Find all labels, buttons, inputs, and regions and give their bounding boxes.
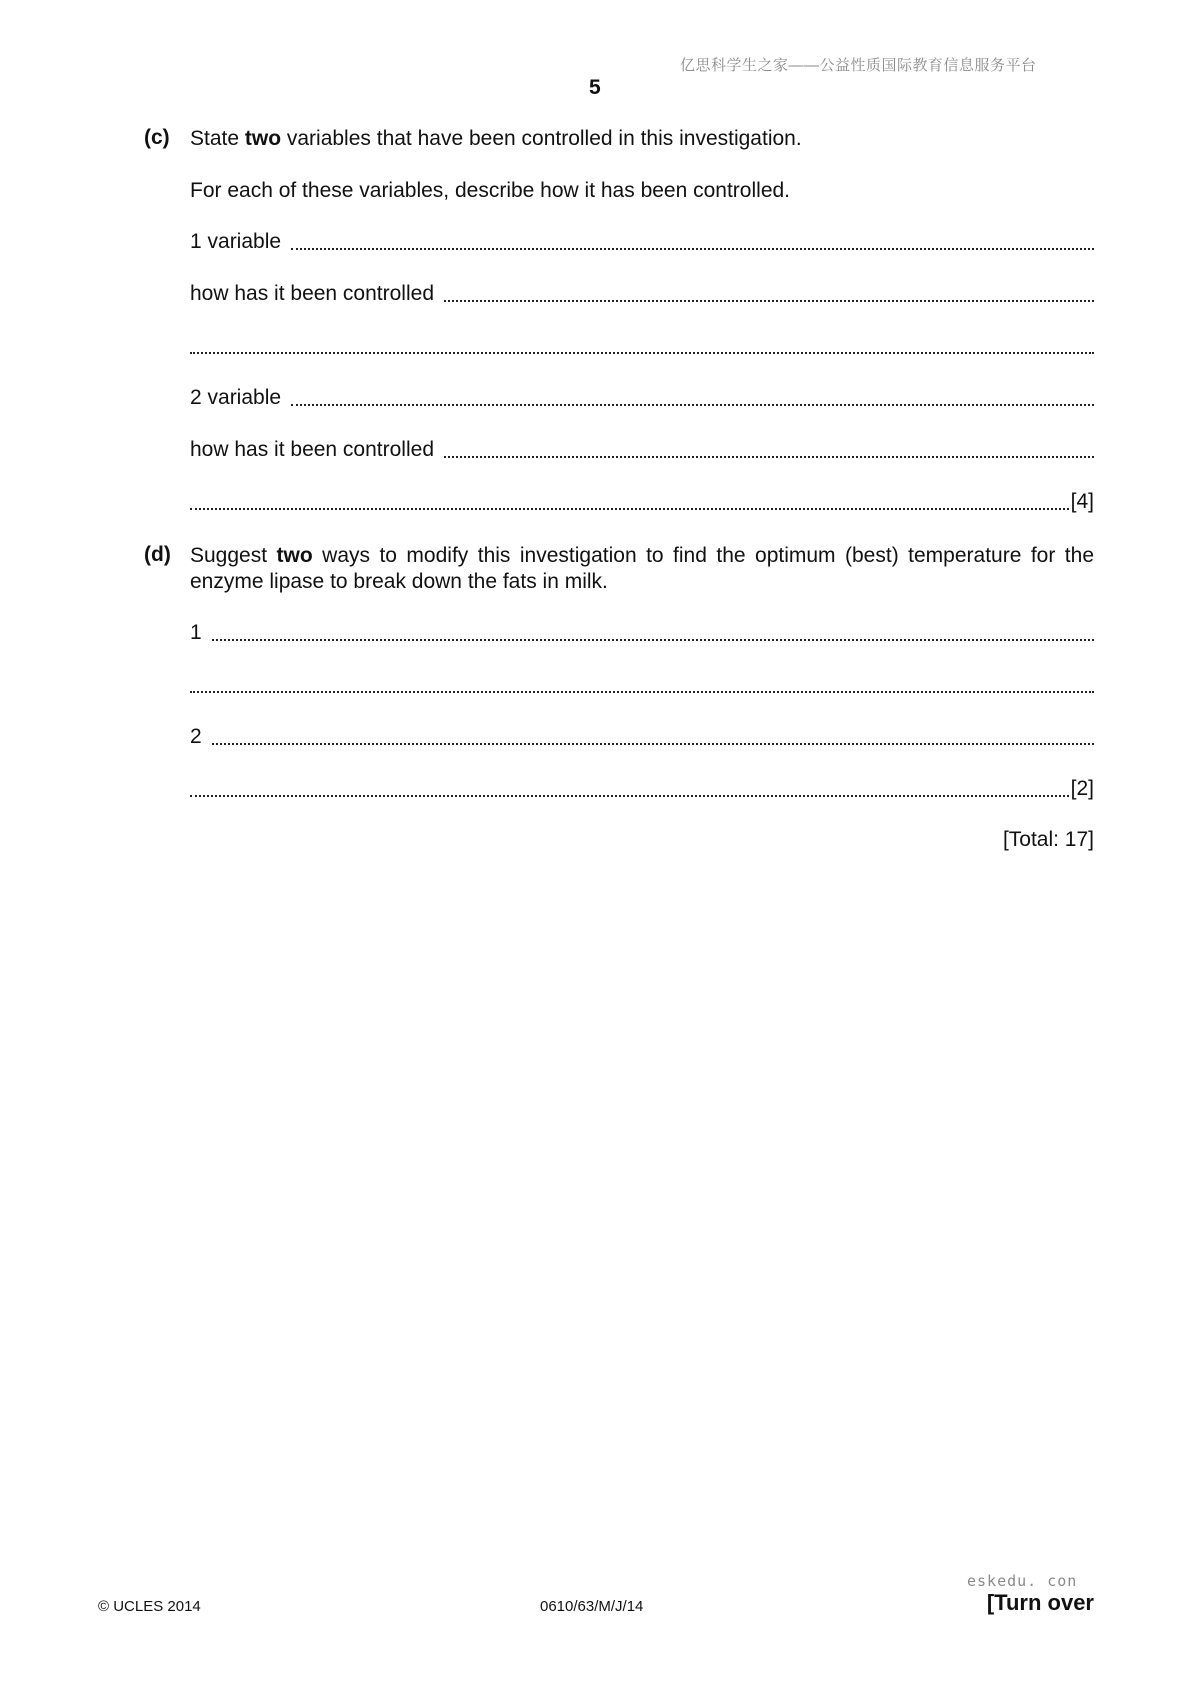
answer-line-controlled-1-continued[interactable] <box>190 331 1094 359</box>
footer-copyright: © UCLES 2014 <box>98 1598 201 1615</box>
dotted-answer-line[interactable] <box>190 773 1069 797</box>
dotted-answer-line[interactable] <box>291 226 1094 250</box>
controlled-2-label: how has it been controlled <box>190 438 434 461</box>
page-number: 5 <box>589 76 601 99</box>
answer-line-controlled-2-continued[interactable] <box>190 487 1094 515</box>
controlled-1-label: how has it been controlled <box>190 282 434 305</box>
header-watermark: 亿思科学生之家——公益性质国际教育信息服务平台 <box>680 57 1037 74</box>
answer-line-variable-2[interactable] <box>190 383 1094 411</box>
dotted-answer-line[interactable] <box>444 434 1094 458</box>
part-d-marks: [2] <box>1070 777 1094 800</box>
dotted-answer-line[interactable] <box>444 278 1094 302</box>
answer-line-controlled-2[interactable] <box>190 435 1094 463</box>
part-d-question <box>190 543 1094 595</box>
part-d-question-pre: Suggest <box>190 544 277 567</box>
variable-2-label: 2 variable <box>190 386 282 409</box>
part-d-question-bold: two <box>276 544 313 567</box>
answer-line-controlled-1[interactable] <box>190 279 1094 307</box>
part-c-question-post: variables that have been controlled in this investigation. <box>281 127 802 150</box>
turn-over-label: [Turn over <box>986 1590 1094 1615</box>
answer-line-way-2[interactable] <box>190 722 1094 750</box>
dotted-answer-line[interactable] <box>212 617 1094 641</box>
answer-line-way-2-continued[interactable] <box>190 774 1094 802</box>
part-c-question-pre: State <box>190 127 245 150</box>
part-c-question <box>190 126 802 152</box>
part-d-label: (d) <box>144 543 171 566</box>
answer-line-variable-1[interactable] <box>190 227 1094 255</box>
variable-1-label: 1 variable <box>190 230 282 253</box>
dotted-answer-line[interactable] <box>291 382 1094 406</box>
footer-paper-code: 0610/63/M/J/14 <box>540 1598 644 1615</box>
part-c-label: (c) <box>144 126 170 149</box>
footer-watermark: eskedu. con <box>967 1572 1078 1590</box>
dotted-answer-line[interactable] <box>190 330 1094 354</box>
answer-line-way-1[interactable] <box>190 618 1094 646</box>
way-1-label: 1 <box>190 621 202 644</box>
part-c-question-bold: two <box>244 127 282 150</box>
dotted-answer-line[interactable] <box>190 669 1094 693</box>
total-marks: [Total: 17] <box>1002 828 1094 851</box>
dotted-answer-line[interactable] <box>190 486 1069 510</box>
way-2-label: 2 <box>190 725 202 748</box>
part-d-question-post: ways to modify this investigation to find the optimum (best) temperature for the enzyme lipase to break down the fats in milk. <box>190 544 1094 593</box>
answer-line-way-1-continued[interactable] <box>190 670 1094 698</box>
part-c-instruction: For each of these variables, describe how it has been controlled. <box>190 179 791 202</box>
part-c-marks: [4] <box>1070 490 1094 513</box>
dotted-answer-line[interactable] <box>212 721 1094 745</box>
